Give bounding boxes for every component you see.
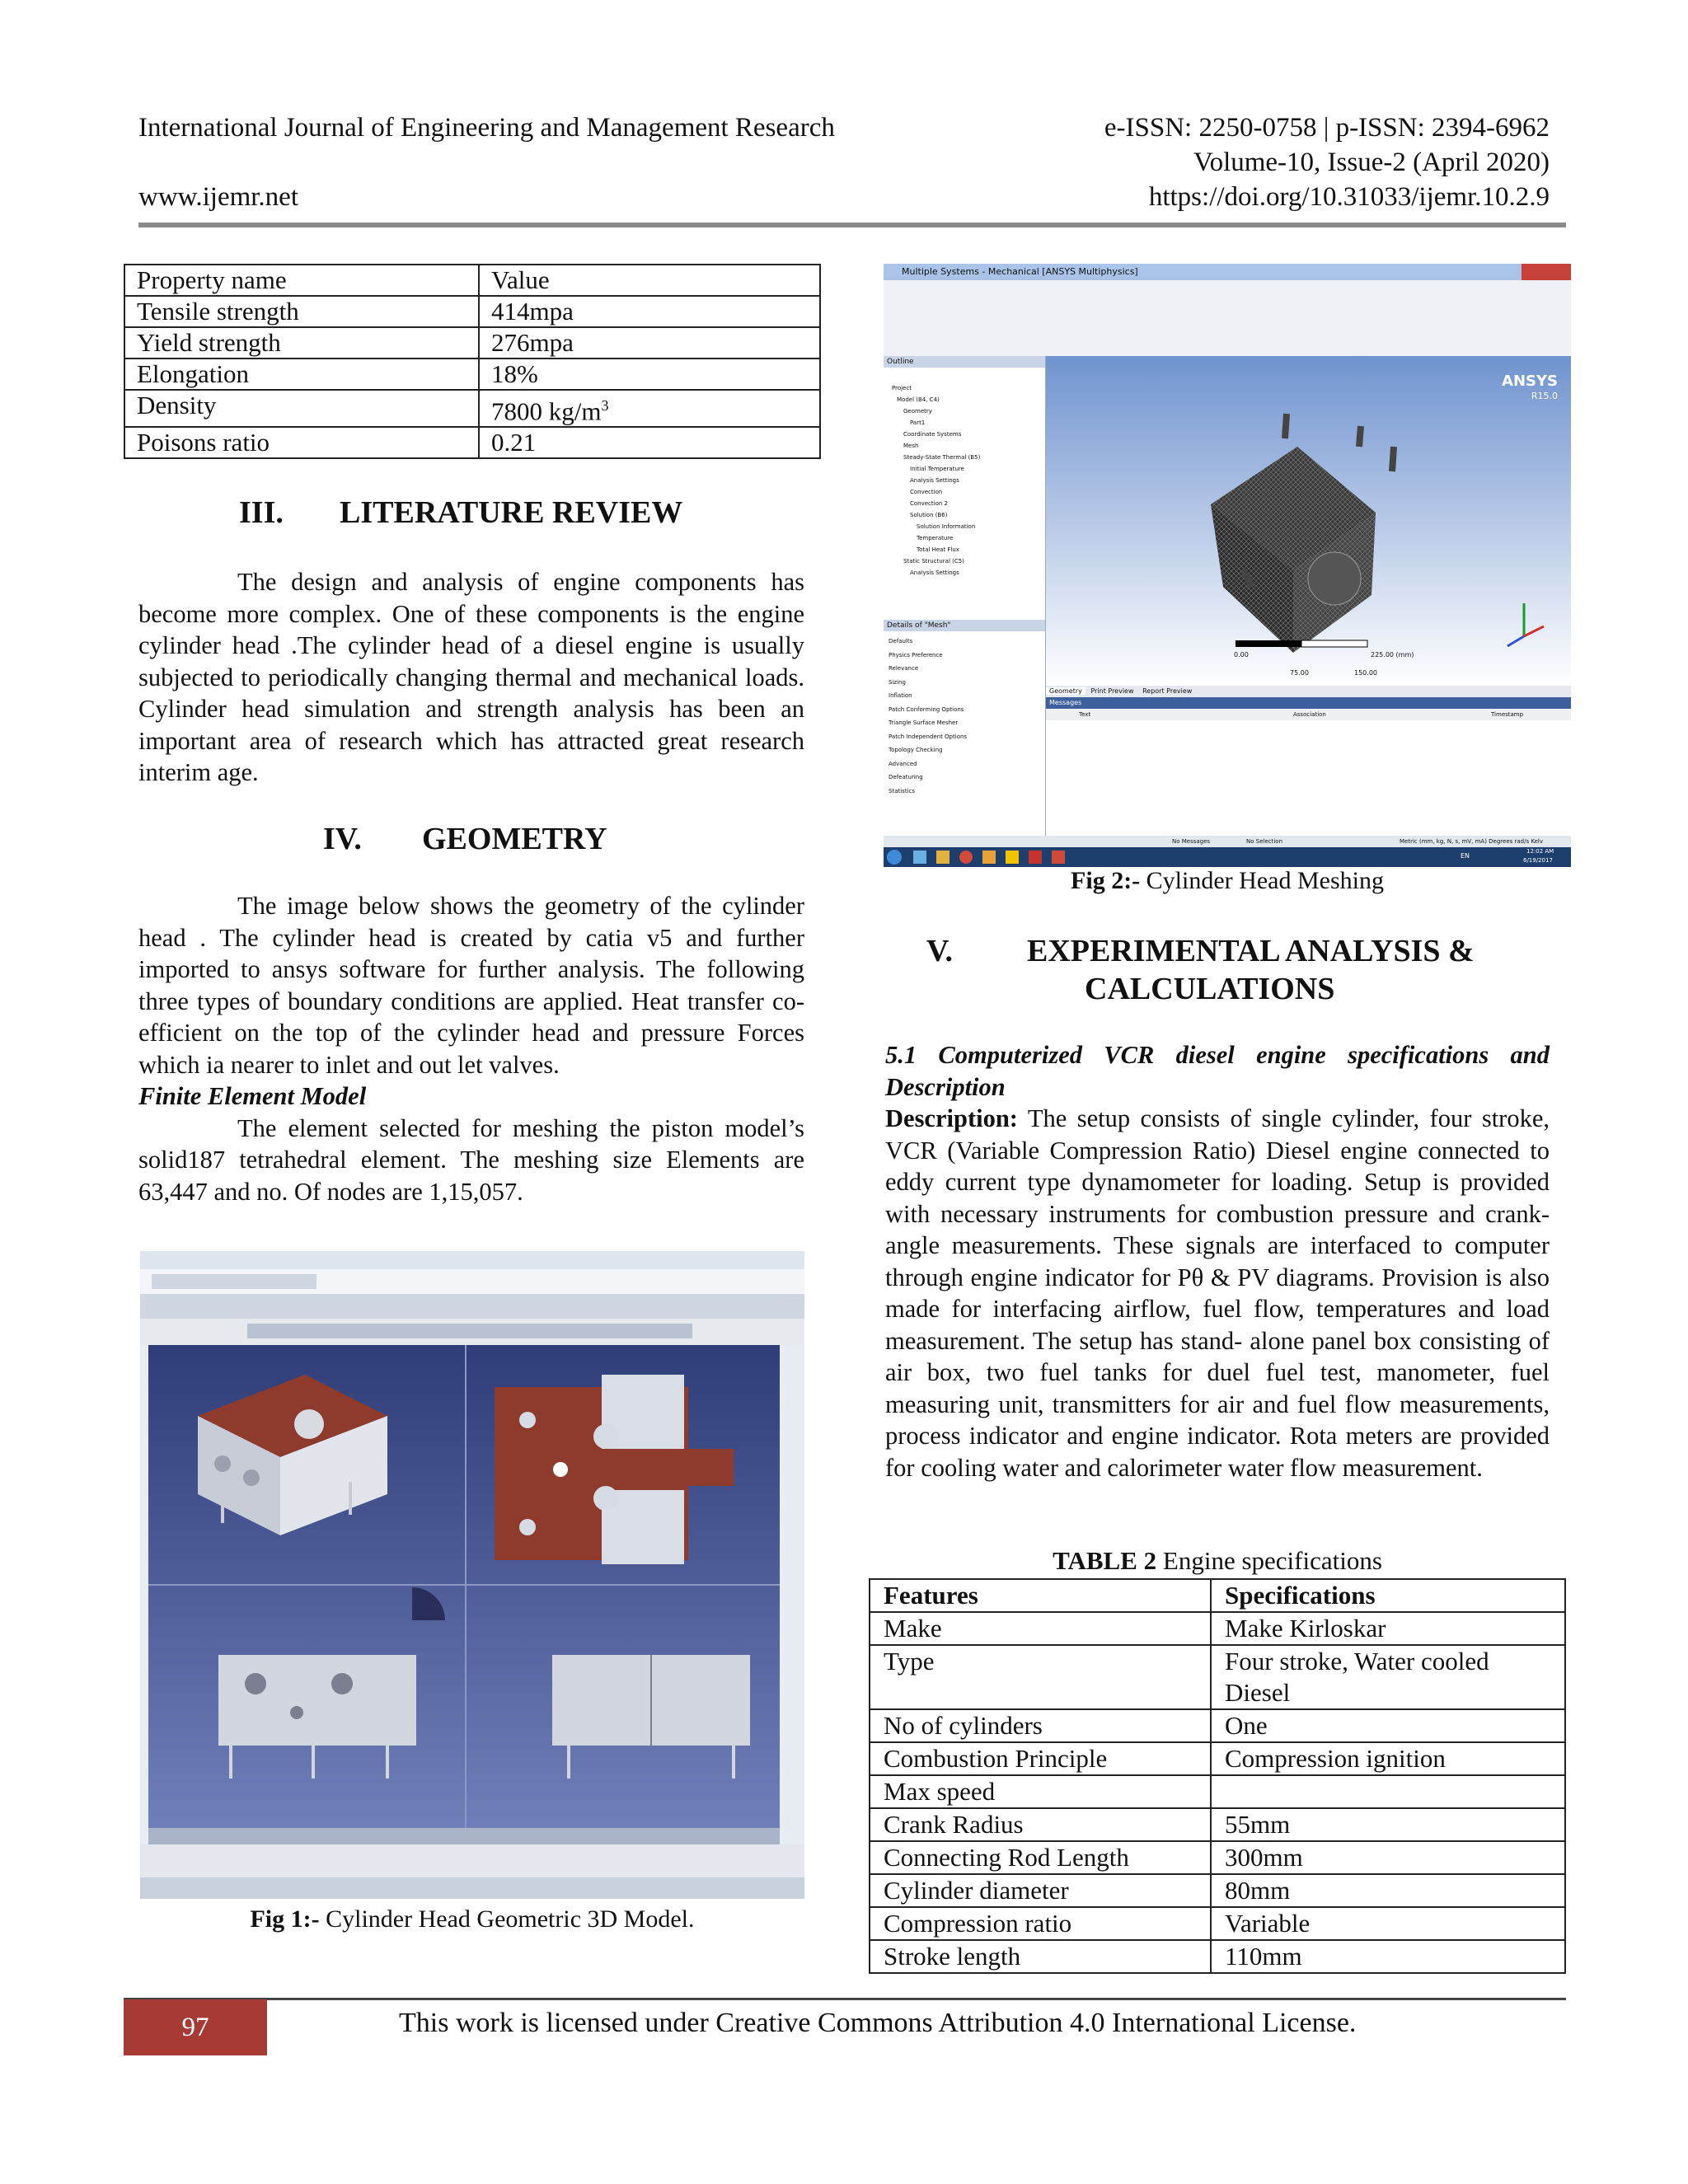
cell: Make Kirloskar: [1211, 1612, 1565, 1645]
details-item: Sizing: [889, 678, 906, 686]
table-row: [124, 265, 820, 296]
table-row: [124, 327, 820, 359]
table-title-text: Engine specifications: [1156, 1546, 1382, 1575]
section-number: III.: [239, 495, 284, 530]
section-title: GEOMETRY: [422, 822, 607, 856]
cell: Compression ratio: [870, 1907, 1211, 1940]
cell: 55mm: [1211, 1808, 1565, 1841]
caption-label: Fig 1:-: [250, 1905, 320, 1933]
messages-columns: [1046, 709, 1571, 720]
header-cell: Specifications: [1211, 1579, 1565, 1612]
table-row: [870, 1645, 1565, 1709]
density-value: 7800 kg/m: [491, 396, 602, 426]
cell: Connecting Rod Length: [870, 1841, 1211, 1874]
tree-item[interactable]: Steady-State Thermal (B5): [903, 454, 981, 461]
tree-item[interactable]: Analysis Settings: [910, 569, 959, 576]
details-list: [884, 631, 1045, 798]
tree-item[interactable]: Temperature: [917, 535, 954, 541]
cell: Crank Radius: [870, 1808, 1211, 1841]
details-item: Patch Conforming Options: [889, 705, 964, 713]
mesh-model: [1046, 356, 1571, 686]
window-title: Multiple Systems - Mechanical [ANSYS Multiphysics]: [884, 264, 1571, 280]
chrome-icon[interactable]: [959, 851, 973, 864]
status-units: Metric (mm, kg, N, s, mV, mA) Degrees rad/s Kelv: [1400, 838, 1543, 845]
tree-item[interactable]: Convection 2: [910, 500, 948, 507]
table-row: [124, 390, 820, 427]
cell: [479, 390, 820, 427]
cell: Make: [870, 1612, 1211, 1645]
volume: Volume-10, Issue-2 (April 2020): [1193, 148, 1550, 177]
clock-time: 12:02 AM: [1526, 848, 1554, 855]
paragraph-text: The design and analysis of engine components has become more complex. One of these components is the engine cylinder head .The cylinder head of a diesel engine is usually subjected to periodically changing thermal and mechanical loads. Cylinder head simulation and strength analysis has been an important area of research which has attracted great research interim age.: [138, 568, 804, 786]
table-row: [870, 1742, 1565, 1775]
ribbon-toolbar[interactable]: [884, 280, 1571, 357]
tree-item[interactable]: Geometry: [903, 408, 932, 415]
table-header-row: [870, 1579, 1565, 1612]
folder-icon[interactable]: [936, 851, 950, 864]
outline-tree[interactable]: [884, 368, 1045, 579]
details-item: Inflation: [889, 692, 912, 699]
cell: 0.21: [479, 427, 820, 458]
property-table: [124, 264, 821, 459]
tab-geometry[interactable]: Geometry: [1046, 687, 1085, 695]
cell: Combustion Principle: [870, 1742, 1211, 1775]
ansys-taskbar-icon[interactable]: [1006, 851, 1019, 864]
tree-item[interactable]: Part1: [910, 419, 926, 426]
cell: 110mm: [1211, 1940, 1565, 1973]
engine-spec-table: [869, 1578, 1566, 1974]
cell: 276mpa: [479, 327, 820, 359]
details-item: Topology Checking: [889, 747, 943, 753]
cell: Yield strength: [124, 327, 479, 359]
description-text: The setup consists of single cylinder, four stroke, VCR (Variable Compression Ratio) Diesel engine connected to eddy current type dynamometer for loading. Setup is provided with necessary instruments for combustion pressure and crank- angle measurements. These signals are interfaced to computer through engine indicator for Pθ & PV diagrams. Provision is also made for interfacing airflow, fuel flow, temperatures and load measurement. The setup has stand- alone panel box consisting of air box, two fuel tanks for duel fuel test, manometer, fuel measuring unit, transmitters for air and fuel flow measurements, process indicator and engine indicator. Rota meters are provided for cooling water and calorimeter water flow measurement.: [885, 1104, 1550, 1482]
cell: 80mm: [1211, 1874, 1565, 1907]
table-row: [870, 1612, 1565, 1645]
figure-2-caption: [884, 867, 1571, 895]
table-row: [870, 1775, 1565, 1808]
details-item: Statistics: [889, 787, 915, 794]
geometry-paragraph: [138, 890, 804, 1207]
cell: Poisons ratio: [124, 427, 479, 458]
col-timestamp: Timestamp: [1491, 711, 1524, 718]
outline-header: Outline: [884, 356, 1045, 368]
cell: [1211, 1775, 1565, 1808]
details-item: Advanced: [889, 760, 917, 767]
table-label: TABLE 2: [1053, 1546, 1157, 1575]
language-indicator[interactable]: EN: [1461, 852, 1470, 860]
figure-2-ansys-meshing: [884, 264, 1571, 867]
windows-taskbar[interactable]: [884, 847, 1571, 867]
caption-text: Cylinder Head Meshing: [1140, 867, 1384, 894]
caption-label: Fig 2:-: [1071, 867, 1141, 894]
cell: Compression ignition: [1211, 1742, 1565, 1775]
tree-item[interactable]: Total Heat Flux: [917, 546, 959, 553]
header-rule: [138, 223, 1566, 227]
tree-item[interactable]: Convection: [910, 489, 943, 495]
table-row: [870, 1841, 1565, 1874]
messages-body: [1046, 720, 1571, 836]
view-tabs[interactable]: [1046, 686, 1571, 697]
details-item: Triangle Surface Mesher: [889, 719, 959, 726]
section-title-line-2: CALCULATIONS: [1085, 972, 1335, 1006]
cell: Four stroke, Water cooled Diesel: [1211, 1645, 1565, 1709]
journal-name: International Journal of Engineering and Management Research: [138, 113, 835, 143]
tab-print-preview[interactable]: Print Preview: [1090, 687, 1134, 695]
cell: Cylinder diameter: [870, 1874, 1211, 1907]
start-icon[interactable]: [887, 850, 902, 865]
details-item: Relevance: [889, 665, 919, 672]
table-row: [124, 296, 820, 327]
cell: Variable: [1211, 1907, 1565, 1940]
cell: Density: [124, 390, 479, 427]
issn: e-ISSN: 2250-0758 | p-ISSN: 2394-6962: [1104, 113, 1550, 143]
section-number: V.: [926, 934, 954, 968]
table-row: [870, 1874, 1565, 1907]
window-controls[interactable]: [1522, 264, 1571, 280]
cell: 414mpa: [479, 296, 820, 327]
details-panel[interactable]: [884, 620, 1046, 836]
scale-label: 0.00: [1234, 651, 1249, 658]
tab-report-preview[interactable]: Report Preview: [1142, 687, 1193, 695]
website-link[interactable]: www.ijemr.net: [138, 182, 298, 212]
col-association: Association: [1293, 711, 1326, 718]
section-title: LITERATURE REVIEW: [340, 495, 683, 530]
scale-label: 150.00: [1354, 669, 1377, 677]
status-bar: [884, 836, 1571, 847]
details-header: Details of "Mesh": [884, 620, 1045, 631]
paragraph-text: The element selected for meshing the piston model’s solid187 tetrahedral element. The meshing size Elements are 63,447 and no. Of nodes are 1,15,057.: [138, 1113, 804, 1206]
page-number: 97: [124, 1999, 267, 2055]
col-text: Text: [1079, 711, 1091, 718]
description-label: Description:: [885, 1104, 1018, 1132]
tree-item[interactable]: Static Structural (C5): [903, 558, 964, 565]
cell: Max speed: [870, 1775, 1211, 1808]
ansys-version: R15.0: [1531, 391, 1558, 401]
doi-link[interactable]: https://doi.org/10.31033/ijemr.10.2.9: [1148, 182, 1550, 212]
app-icon[interactable]: [982, 851, 996, 864]
tree-item[interactable]: Solution Information: [917, 523, 976, 530]
paragraph-text: The image below shows the geometry of the cylinder head . The cylinder head is created by catia v5 and further imported to ansys software for further analysis. The following three types of boundary conditions are applied. Heat transfer co-efficient on the top of the cylinder head and pressure Forces which ia nearer to inlet and out let valves.: [138, 892, 804, 1079]
status-selection: No Selection: [1246, 838, 1283, 845]
table-row: [870, 1940, 1565, 1973]
scale-label: 75.00: [1290, 669, 1309, 677]
cell: One: [1211, 1709, 1565, 1742]
literature-paragraph: [138, 566, 804, 789]
cell: Tensile strength: [124, 296, 479, 327]
tree-item[interactable]: Model (B4, C4): [897, 396, 940, 403]
mail-icon[interactable]: [1029, 851, 1042, 864]
footer-rule: [124, 1998, 1566, 2000]
header-cell: Features: [870, 1579, 1211, 1612]
tree-item[interactable]: Project: [892, 385, 912, 391]
subsection-title: 5.1 Computerized VCR diesel engine specifications and Description: [885, 1041, 1550, 1101]
details-item: Defeaturing: [889, 774, 923, 780]
table-row: [870, 1709, 1565, 1742]
table-row: [124, 359, 820, 390]
cell: Property name: [124, 265, 479, 296]
cell: Elongation: [124, 359, 479, 390]
tree-item[interactable]: Solution (B6): [910, 512, 948, 518]
license-text: This work is licensed under Creative Commons Attribution 4.0 International License.: [399, 2008, 1357, 2038]
cell: No of cylinders: [870, 1709, 1211, 1742]
details-item: Physics Preference: [889, 651, 943, 658]
cell: Value: [479, 265, 820, 296]
status-messages: No Messages: [1172, 838, 1211, 845]
tree-item[interactable]: Mesh: [903, 443, 919, 449]
cell: Stroke length: [870, 1940, 1211, 1973]
table-row: [870, 1907, 1565, 1940]
table-row: [124, 427, 820, 458]
superscript: 3: [601, 397, 609, 414]
figure-1-caption: [140, 1905, 804, 1933]
section-title-line-1: EXPERIMENTAL ANALYSIS &: [1027, 934, 1475, 968]
subsection-title: Finite Element Model: [138, 1082, 367, 1110]
details-item: Patch Independent Options: [889, 733, 968, 740]
figure-1-cad-model: [140, 1251, 804, 1899]
messages-header: Messages: [1046, 697, 1571, 709]
tree-item[interactable]: Analysis Settings: [910, 477, 959, 484]
table-2-title: [869, 1546, 1566, 1576]
experimental-paragraph: [885, 1039, 1550, 1483]
ansys-logo: ANSYS: [1502, 373, 1558, 390]
cell: 18%: [479, 359, 820, 390]
details-item: Defaults: [889, 638, 913, 644]
table-row: [870, 1808, 1565, 1841]
tree-item[interactable]: Coordinate Systems: [903, 431, 962, 438]
outline-panel[interactable]: [884, 356, 1046, 620]
cell: 300mm: [1211, 1841, 1565, 1874]
cell: Type: [870, 1645, 1211, 1709]
section-number: IV.: [323, 822, 362, 856]
pdf-icon[interactable]: [1052, 851, 1065, 864]
clock-date: 6/19/2017: [1523, 857, 1553, 864]
graphics-viewport[interactable]: [1046, 356, 1571, 686]
cad-screenshot: [140, 1251, 804, 1899]
scale-label: 225.00 (mm): [1371, 651, 1414, 658]
tree-item[interactable]: Initial Temperature: [910, 466, 964, 472]
explorer-icon[interactable]: [913, 851, 926, 864]
caption-text: Cylinder Head Geometric 3D Model.: [319, 1905, 695, 1933]
